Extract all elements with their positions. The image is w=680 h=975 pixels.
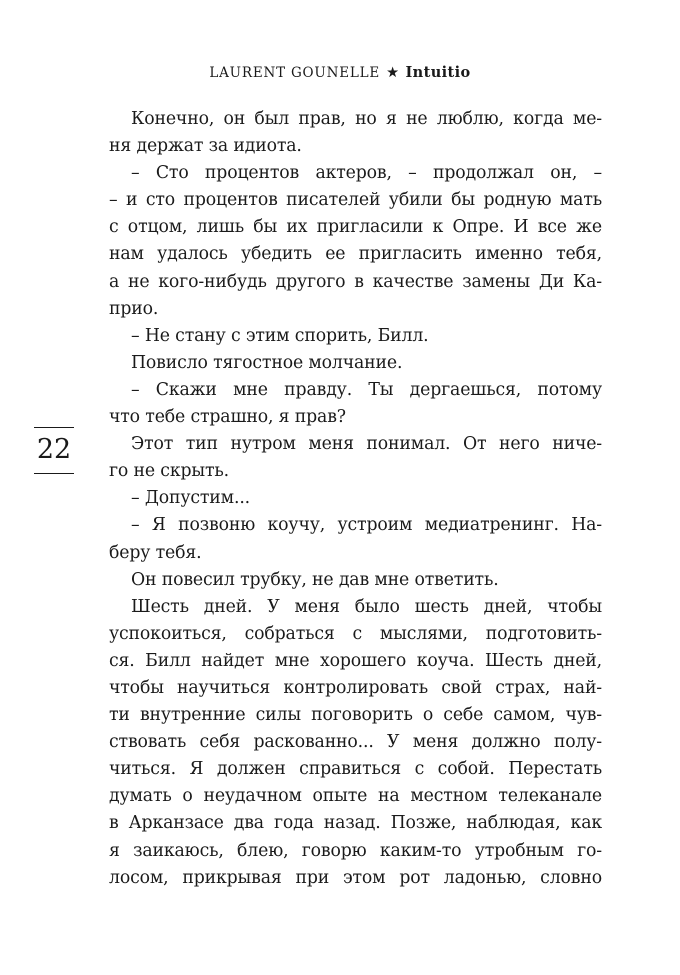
text-line: – Допустим...: [131, 488, 251, 509]
text-line: – Скажи мне правду. Ты дергаешься, потому: [131, 379, 602, 400]
text-line: прио.: [109, 298, 159, 319]
text-line: го не скрыть.: [109, 461, 229, 482]
text-line: – Сто процентов актеров, – продолжал он, –: [131, 163, 602, 184]
header-book-title: Intuitio: [405, 64, 471, 81]
text-line: – Я позвоню коучу, устроим медиатренинг. На-: [131, 515, 602, 536]
text-line: ня держат за идиота.: [109, 136, 302, 157]
text-line: думать о неудачном опыте на местном телеканале: [109, 786, 602, 807]
text-line: ствовать себя раскованно... У меня должно полу-: [109, 732, 602, 753]
text-line: читься. Я должен справиться с собой. Перестать: [109, 759, 602, 780]
text-line: ся. Билл найдет мне хорошего коуча. Шесть дней,: [109, 650, 602, 671]
text-line: Конечно, он был прав, но я не люблю, когда ме-: [131, 109, 602, 129]
header-author: LAURENT GOUNELLE: [209, 65, 381, 81]
text-line: чтобы научиться контролировать свой страх, най-: [109, 677, 602, 698]
text-line: ти внутренние силы поговорить о себе самом, чув-: [109, 705, 602, 726]
body-text: [109, 106, 602, 892]
text-line: Он повесил трубку, не дав мне ответить.: [131, 569, 499, 590]
text-line: успокоиться, собраться с мыслями, подготовить-: [109, 623, 602, 644]
text-line: с отцом, лишь бы их пригласили к Опре. И все же: [109, 217, 602, 238]
star-icon: ★: [386, 65, 400, 81]
text-line: а не кого-нибудь другого в качестве замены Ди Ка-: [109, 271, 602, 292]
page-number: 22: [34, 427, 74, 474]
running-header: [0, 64, 680, 81]
text-line: – Не стану с этим спорить, Билл.: [131, 325, 429, 346]
text-line: нам удалось убедить ее пригласить именно тебя,: [109, 244, 602, 265]
text-line: я заикаюсь, блею, говорю каким-то утробным го-: [109, 840, 602, 861]
text-line: Этот тип нутром меня понимал. От него ниче-: [131, 434, 602, 455]
text-line: – и сто процентов писателей убили бы родную мать: [109, 190, 602, 211]
text-line: беру тебя.: [109, 542, 202, 563]
text-line: Шесть дней. У меня было шесть дней, чтобы: [131, 596, 602, 617]
text-line: в Арканзасе два года назад. Позже, наблюдая, как: [109, 813, 602, 834]
text-line: что тебе страшно, я прав?: [109, 407, 346, 428]
text-line: лосом, прикрывая при этом рот ладонью, словно: [109, 867, 602, 888]
text-line: Повисло тягостное молчание.: [131, 352, 403, 373]
